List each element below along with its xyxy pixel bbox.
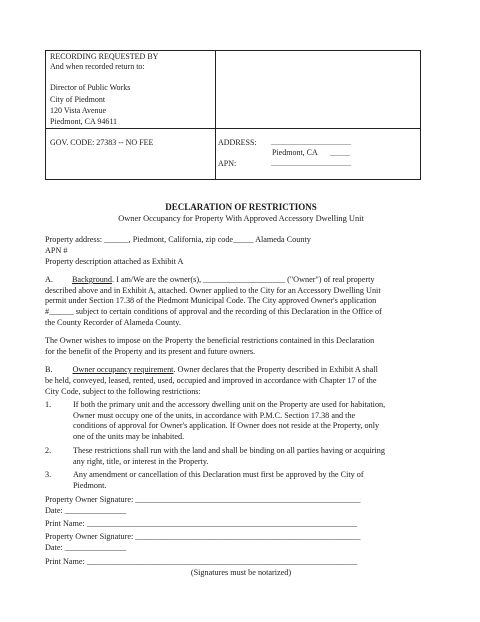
apn-label: APN: (218, 159, 237, 168)
return-address-line1: Director of Public Works (50, 83, 131, 92)
return-address-line3: 120 Vista Avenue (50, 106, 107, 115)
document-subtitle: Owner Occupancy for Property With Approved Accessory Dwelling Unit (118, 214, 364, 223)
section-b-line3: City Code, subject to the following restrictions: (45, 387, 201, 396)
property-description-line: Property description attached as Exhibit A (45, 257, 184, 266)
section-b-heading: Owner occupancy requirement (72, 365, 174, 374)
print-name-line-2[interactable]: Print Name: __________________________________________________________________ (45, 557, 358, 566)
restriction-3-line2: Piedmont. (73, 480, 107, 490)
return-address-line2: City of Piedmont (50, 95, 106, 104)
return-address-line4: Piedmont, CA 94611 (50, 117, 118, 126)
restriction-1-line4: one of the units may be inhabited. (73, 431, 185, 441)
restriction-1-line1: If both the primary unit and the accessory dwelling unit on the Property are used for habitation, (73, 400, 386, 409)
box-divider-vertical (215, 51, 216, 179)
restriction-3-line1: Any amendment or cancellation of this Declaration must first be approved by the City of (73, 470, 364, 479)
section-a-line4: #______ subject to certain conditions of approval and the recording of this Declaration in the Office of (45, 307, 382, 316)
return-to-label: And when recorded return to: (50, 62, 145, 71)
box-divider-horizontal (46, 128, 420, 129)
gov-code-label: GOV. CODE: 27383 -- NO FEE (50, 138, 154, 147)
section-a-line2: described above and in Exhibit A, attached. Owner applied to the City for an Accessory Dwelling Unit (45, 286, 381, 295)
address-blank: ____________________ (271, 137, 351, 146)
date-line-1[interactable]: Date: _______________ (45, 506, 127, 515)
restriction-number: 2. (45, 446, 52, 455)
owner-signature-line-2[interactable]: Property Owner Signature: _______________________________________________________ (45, 532, 361, 541)
owner-signature-line-1[interactable]: Property Owner Signature: _______________________________________________________ (45, 495, 361, 504)
owner-wishes-line1: The Owner wishes to impose on the Property the beneficial restrictions contained in this Declaration (45, 336, 375, 345)
apn-line: APN # (45, 246, 68, 255)
section-b-line2: be held, conveyed, leased, rented, used, occupied and improved in accordance with Chapter 17 of the (45, 376, 377, 385)
recording-requested-label: RECORDING REQUESTED BY (50, 52, 159, 61)
address-city-blank: _____ (330, 148, 350, 157)
address-label: ADDRESS: (218, 138, 257, 147)
address-city: Piedmont, CA (272, 148, 318, 157)
print-name-line-1[interactable]: Print Name: __________________________________________________________________ (45, 519, 358, 528)
date-line-2[interactable]: Date: _______________ (45, 543, 127, 552)
owner-wishes-line2: for the benefit of the Property and its present and future owners. (45, 347, 256, 356)
restriction-2-line2: any right, title, or interest in the Property. (73, 456, 209, 466)
section-a-heading: Background (71, 275, 112, 284)
restriction-1-line3: conditions of approval for Owner's application. If Owner does not reside at the Property, only (73, 421, 380, 431)
document-title: DECLARATION OF RESTRICTIONS (165, 202, 317, 212)
restriction-number: 1. (45, 400, 52, 409)
section-a-line1 (45, 275, 440, 286)
restriction-1-line2: Owner must occupy one of the units, in accordance with P.M.C. Section 17.38 and the (73, 410, 356, 420)
restriction-number: 3. (45, 470, 52, 479)
section-b-letter: B. (45, 365, 53, 374)
property-address-line: Property address: ______, Piedmont, California, zip code_____ Alameda County (45, 235, 311, 244)
section-b-line1 (45, 365, 440, 376)
recording-box (45, 50, 421, 180)
section-a-line5: the County Recorder of Alameda County. (45, 318, 181, 327)
section-a-letter: A. (45, 275, 53, 284)
section-b-text1: . Owner declares that the Property described in Exhibit A shall (173, 365, 378, 374)
apn-blank: ____________________ (271, 158, 351, 167)
notarization-note: (Signatures must be notarized) (190, 568, 292, 577)
section-a-text1: . I am/We are the owner(s), ____________________ ("Owner") of real property (112, 275, 375, 284)
section-a-line3: permit under Section 17.38 of the Piedmont Municipal Code. The City approved Owner's application (45, 296, 377, 305)
restriction-2-line1: These restrictions shall run with the land and shall be binding on all parties having or acquiring (73, 446, 385, 455)
